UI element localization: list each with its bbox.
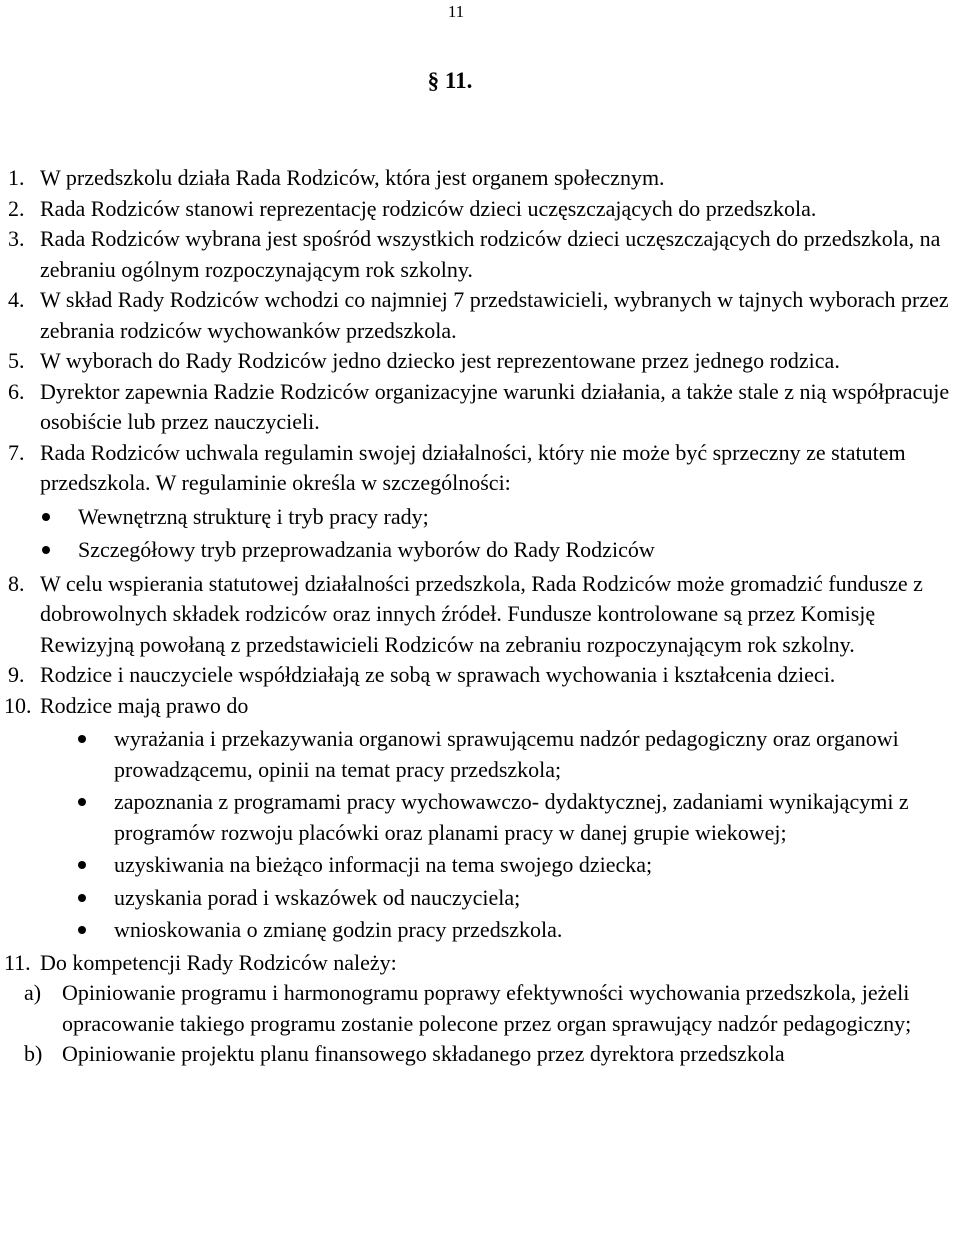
list-item-6 — [0, 377, 960, 438]
bullet-icon — [42, 546, 50, 554]
item-number: 4. — [8, 287, 25, 312]
bullet-item — [114, 915, 960, 946]
item-number: 6. — [8, 378, 25, 404]
letter-item-b — [0, 1039, 960, 1070]
bullet-text: Wewnętrzną strukturę i tryb pracy rady; — [78, 503, 429, 529]
bullet-text: wyrażania i przekazywania organowi sprawującemu nadzór pedagogiczny oraz organowi prowadzącemu, opinii na temat pracy przedszkola; — [114, 726, 899, 782]
bullet-text: Szczegółowy tryb przeprowadzania wyborów do Rady Rodziców — [78, 537, 655, 562]
bullet-item — [114, 787, 960, 848]
letter-item-a — [0, 978, 960, 1039]
item-number: 3. — [8, 226, 25, 251]
list-item-5 — [0, 346, 960, 377]
list-item-8 — [0, 569, 960, 661]
item-number: 2. — [8, 195, 25, 221]
bullet-icon — [42, 513, 50, 521]
item-text: Do kompetencji Rady Rodziców należy: — [40, 949, 397, 975]
item-text: Rodzice i nauczyciele współdziałają ze sobą w sprawach wychowania i kształcenia dzieci. — [40, 662, 836, 687]
bullet-item — [78, 535, 960, 566]
letter-label: a) — [24, 980, 42, 1005]
list-item-9 — [0, 660, 960, 691]
page-number: 11 — [447, 2, 465, 21]
letter-text: Opiniowanie programu i harmonogramu poprawy efektywności wychowania przedszkola, jeżeli opracowanie takiego programu zostanie polecone przez organ sprawujący nadzór pedagogiczny; — [62, 980, 912, 1036]
bullet-text: uzyskania porad i wskazówek od nauczyciela; — [114, 884, 521, 910]
item-7-bullet-list — [0, 502, 960, 566]
document-body — [0, 163, 960, 1070]
list-item-10 — [0, 691, 960, 722]
item-10-bullet-list — [0, 724, 960, 946]
item-text: W skład Rady Rodziców wchodzi co najmniej 7 przedstawicieli, wybranych w tajnych wyborach przez zebrania rodziców wychowanków przedszkola. — [40, 287, 949, 343]
bullet-item — [114, 883, 960, 914]
item-number: 7. — [8, 439, 25, 465]
item-11-letter-list — [0, 978, 960, 1070]
item-text: W przedszkolu działa Rada Rodziców, która jest organem społecznym. — [40, 165, 665, 190]
list-item-3 — [0, 224, 960, 285]
item-text: Rodzice mają prawo do — [40, 692, 249, 718]
list-item-7 — [0, 438, 960, 499]
item-number: 10. — [4, 692, 32, 718]
list-item-1 — [0, 163, 960, 194]
item-text: Rada Rodziców stanowi reprezentację rodziców dzieci uczęszczających do przedszkola. — [40, 195, 817, 221]
bullet-item — [114, 850, 960, 881]
bullet-text: uzyskiwania na bieżąco informacji na tema swojego dziecka; — [114, 852, 653, 877]
list-item-2 — [0, 194, 960, 225]
bullet-icon — [78, 798, 86, 806]
item-number: 9. — [8, 662, 25, 687]
letter-label: b) — [24, 1041, 43, 1066]
bullet-item — [78, 502, 960, 533]
item-number: 1. — [8, 165, 25, 190]
bullet-item — [114, 724, 960, 785]
item-number: 8. — [8, 570, 25, 596]
item-text: W wyborach do Rady Rodziców jedno dziecko jest reprezentowane przez jednego rodzica. — [40, 348, 840, 373]
item-number: 11. — [4, 949, 31, 975]
item-number: 5. — [8, 348, 25, 373]
bullet-icon — [78, 735, 86, 743]
section-title: § 11. — [427, 68, 473, 93]
bullet-text: wnioskowania o zmianę godzin pracy przedszkola. — [114, 917, 563, 942]
letter-text: Opiniowanie projektu planu finansowego składanego przez dyrektora przedszkola — [62, 1041, 785, 1066]
bullet-icon — [78, 861, 86, 869]
bullet-text: zapoznania z programami pracy wychowawczo- dydaktycznej, zadaniami wynikającymi z programów rozwoju placówki oraz planami pracy w danej grupie wiekowej; — [114, 789, 909, 845]
item-text: Dyrektor zapewnia Radzie Rodziców organizacyjne warunki działania, a także stale z nią współpracuje osobiście lub przez nauczycieli. — [40, 378, 950, 434]
bullet-icon — [78, 894, 86, 902]
list-item-4 — [0, 285, 960, 346]
bullet-icon — [78, 926, 86, 934]
item-text: Rada Rodziców wybrana jest spośród wszystkich rodziców dzieci uczęszczających do przedszkola, na zebraniu ogólnym rozpoczynającym rok szkolny. — [40, 226, 941, 282]
list-item-11 — [0, 948, 960, 979]
item-text: Rada Rodziców uchwala regulamin swojej działalności, który nie może być sprzeczny ze statutem przedszkola. W regulaminie określa w szczególności: — [40, 439, 906, 495]
item-text: W celu wspierania statutowej działalności przedszkola, Rada Rodziców może gromadzić fundusze z dobrowolnych składek rodziców oraz innych źródeł. Fundusze kontrolowane są przez Komisję Rewizyjną powołaną z przedstawicieli Rodziców na zebraniu rozpoczynającym rok szkolny. — [40, 570, 923, 657]
